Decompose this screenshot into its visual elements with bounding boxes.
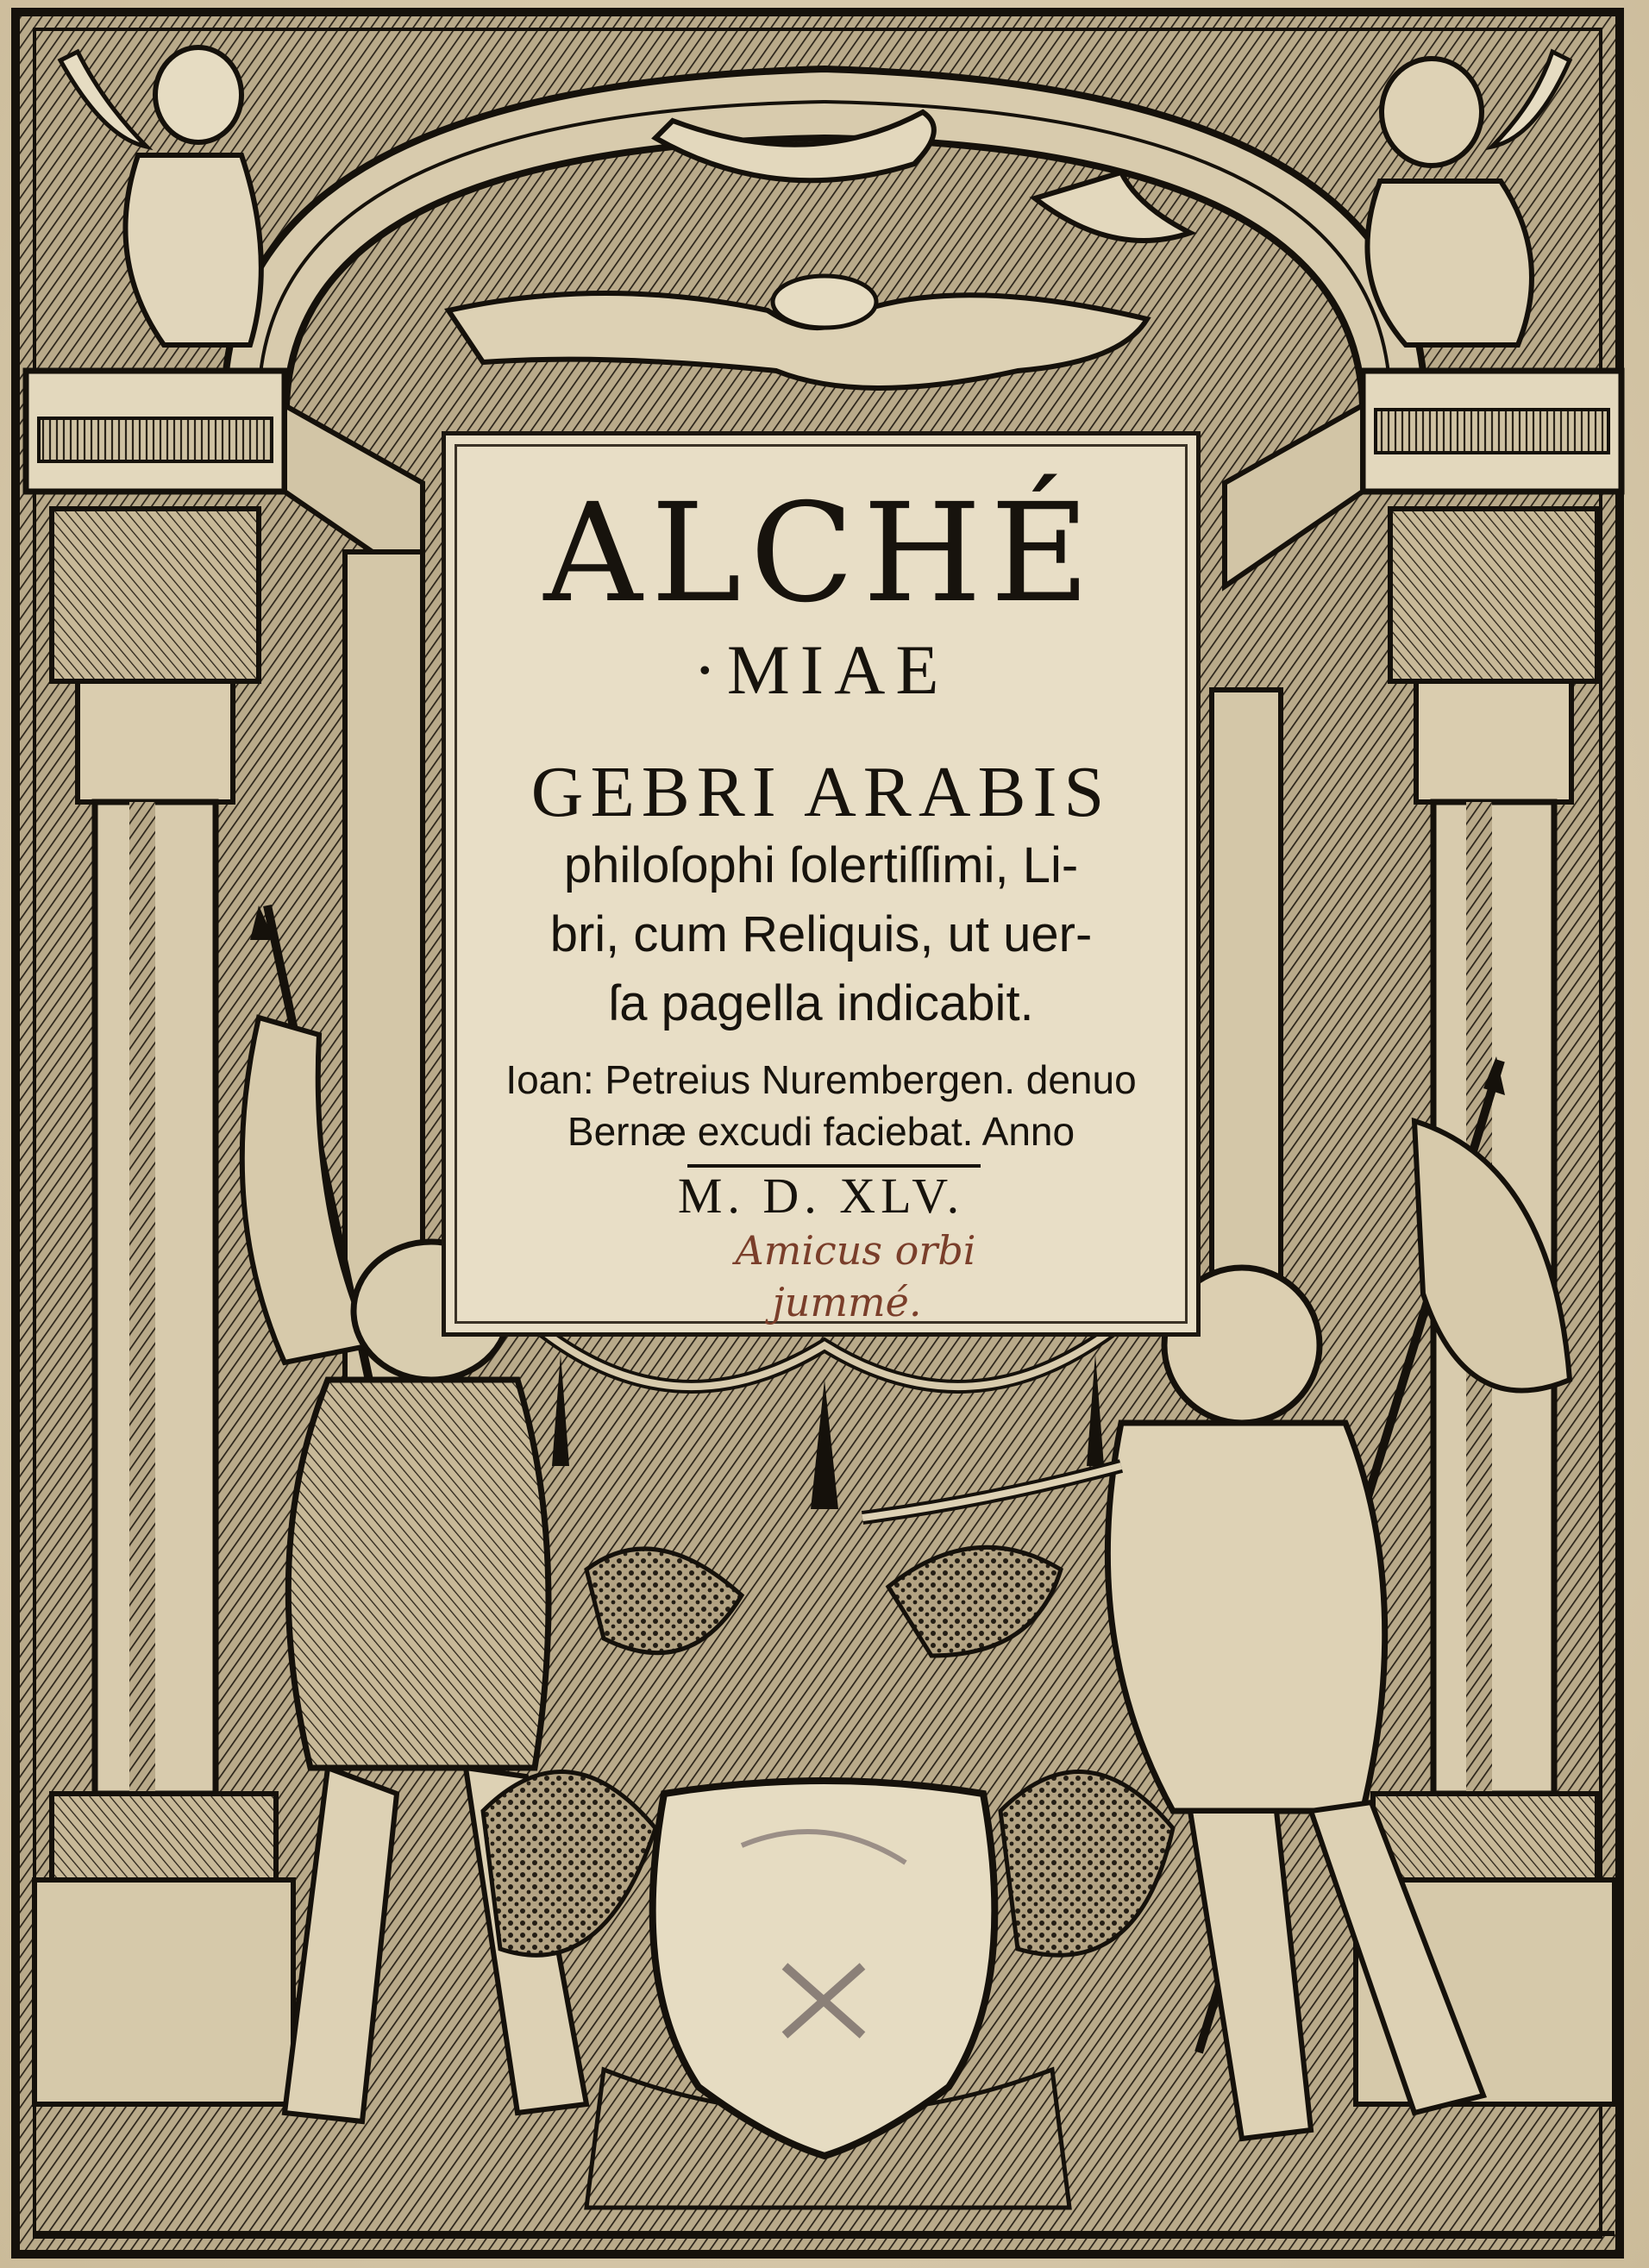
publication-year: M. D. XLV.	[677, 1168, 965, 1224]
imprint-line: Ioan: Petreius Nurembergen. denuo	[505, 1057, 1137, 1102]
book-title: ALCHÉ	[543, 474, 1099, 633]
description-line: philoſophi ſolertiſſimi, Li-	[563, 837, 1079, 893]
description-line: ſa pagella indicabit.	[608, 975, 1034, 1031]
handwritten-inscription: Amicus orbi	[735, 1227, 976, 1274]
imprint-line: Bernæ excudi faciebat. Anno	[567, 1109, 1075, 1154]
title-cartouche	[442, 431, 1201, 1337]
author-name: GEBRI ARABIS	[530, 752, 1112, 832]
book-title-continuation: ·MIAE	[693, 630, 950, 709]
description-line: bri, cum Reliquis, ut uer-	[549, 906, 1093, 962]
handwritten-inscription: jummé.	[772, 1279, 922, 1325]
